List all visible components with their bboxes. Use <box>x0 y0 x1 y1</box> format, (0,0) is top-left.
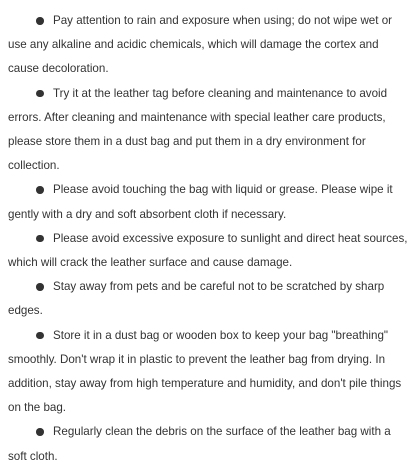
bullet-icon <box>36 428 44 436</box>
care-instructions-list <box>8 9 408 469</box>
list-item <box>8 420 408 468</box>
list-item <box>8 178 408 226</box>
list-item <box>8 82 408 179</box>
list-item <box>8 227 408 275</box>
instruction-text: Regularly clean the debris on the surface of the leather bag with a soft cloth. <box>8 425 391 463</box>
instruction-text: Please avoid excessive exposure to sunlight and direct heat sources, which will crack the leather surface and cause damage. <box>8 231 408 270</box>
instruction-text: Stay away from pets and be careful not to be scratched by sharp edges. <box>8 280 385 318</box>
instruction-text: Try it at the leather tag before cleaning and maintenance to avoid errors. After cleaning and maintenance with special leather care products, please store them in a dust bag and put them in a dry environment for collection. <box>8 86 388 173</box>
bullet-icon <box>36 235 44 243</box>
bullet-icon <box>36 283 44 291</box>
bullet-icon <box>36 186 44 194</box>
instruction-text: Store it in a dust bag or wooden box to keep your bag "breathing" smoothly. Don't wrap it in plastic to prevent the leather bag from drying. In addition, stay away from high temperature and humidity, and don't pile things on the bag. <box>8 328 402 415</box>
list-item <box>8 9 408 82</box>
instruction-text: Please avoid touching the bag with liquid or grease. Please wipe it gently with a dry and soft absorbent cloth if necessary. <box>8 183 393 221</box>
list-item <box>8 324 408 421</box>
bullet-icon <box>36 17 44 25</box>
instruction-text: Pay attention to rain and exposure when using; do not wipe wet or use any alkaline and acidic chemicals, which will damage the cortex and cause decoloration. <box>8 14 393 76</box>
list-item <box>8 275 408 323</box>
bullet-icon <box>36 332 44 340</box>
bullet-icon <box>36 90 44 98</box>
